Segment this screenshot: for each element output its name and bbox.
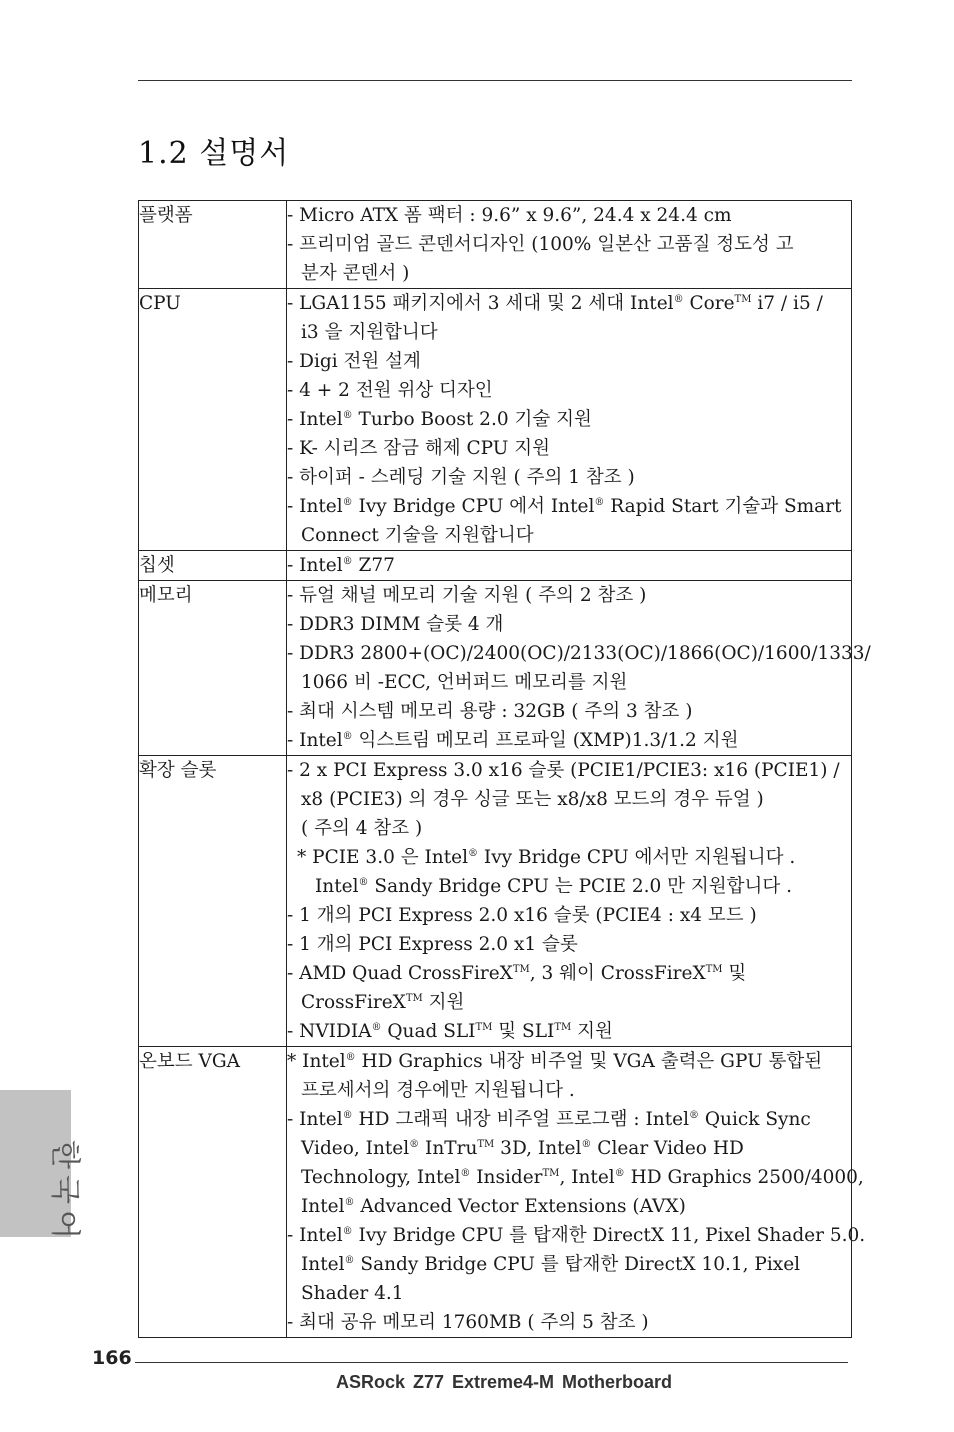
spec-line: - 듀얼 채널 메모리 기술 지원 ( 주의 2 참조 )	[287, 585, 647, 606]
spec-row	[139, 551, 852, 581]
spec-line: - Intel® Ivy Bridge CPU 를 탑재한 DirectX 11, Pixel Shader 5.0.	[287, 1225, 866, 1246]
spec-value	[287, 201, 852, 289]
footer-rule	[135, 1362, 848, 1363]
spec-value	[287, 756, 852, 1047]
spec-line: - AMD Quad CrossFireX™, 3 웨이 CrossFireX™ 및	[287, 963, 747, 984]
spec-line: Intel® Sandy Bridge CPU 를 탑재한 DirectX 10.1, Pixel	[301, 1254, 801, 1275]
spec-line: 1066 비 -ECC, 언버퍼드 메모리를 지원	[301, 672, 628, 693]
spec-line: - Digi 전원 설계	[287, 351, 421, 372]
spec-line: - K- 시리즈 잠금 해제 CPU 지원	[287, 438, 550, 459]
spec-line: - 1 개의 PCI Express 2.0 x16 슬롯 (PCIE4 : x4 모드 )	[287, 905, 757, 926]
spec-label: CPU	[139, 289, 287, 551]
spec-value	[287, 289, 852, 551]
spec-line: - Micro ATX 폼 팩터 : 9.6” x 9.6”, 24.4 x 24.4 cm	[287, 205, 732, 226]
spec-line: - 하이퍼 - 스레딩 기술 지원 ( 주의 1 참조 )	[287, 467, 635, 488]
spec-table	[138, 200, 871, 1338]
page-number: 166	[92, 1347, 132, 1369]
spec-line: - 프리미엄 골드 콘덴서디자인 (100% 일본산 고품질 정도성 고	[287, 234, 794, 255]
spec-line: - Intel® 익스트림 메모리 프로파일 (XMP)1.3/1.2 지원	[287, 730, 739, 751]
spec-line: - 최대 공유 메모리 1760MB ( 주의 5 참조 )	[287, 1312, 649, 1333]
spec-value	[287, 551, 852, 581]
spec-value	[287, 1047, 866, 1338]
spec-label: 메모리	[139, 581, 287, 756]
spec-line: Intel® Sandy Bridge CPU 는 PCIE 2.0 만 지원합니다 .	[315, 876, 793, 897]
spec-line: i3 을 지원합니다	[301, 322, 438, 343]
spec-line: Intel® Advanced Vector Extensions (AVX)	[301, 1196, 686, 1217]
spec-line: - Intel® HD 그래픽 내장 비주얼 프로그램 : Intel® Quick Sync	[287, 1109, 811, 1130]
spec-label: 확장 슬롯	[139, 756, 287, 1047]
spec-line: - DDR3 DIMM 슬롯 4 개	[287, 614, 504, 635]
spec-line: - 1 개의 PCI Express 2.0 x1 슬롯	[287, 934, 578, 955]
spec-line: - NVIDIA® Quad SLI™ 및 SLI™ 지원	[287, 1021, 613, 1042]
language-tab-label: 한국어	[47, 1140, 82, 1245]
spec-row	[139, 201, 852, 289]
spec-label: 플랫폼	[139, 201, 287, 289]
spec-label: 온보드 VGA	[139, 1047, 287, 1338]
spec-line: - LGA1155 패키지에서 3 세대 및 2 세대 Intel® Core™ i7 / i5 /	[287, 293, 823, 314]
spec-table-body	[139, 201, 871, 1338]
spec-line: x8 (PCIE3) 의 경우 싱글 또는 x8/x8 모드의 경우 듀얼 )	[301, 789, 764, 810]
spec-line: Video, Intel® InTru™ 3D, Intel® Clear Video HD	[301, 1138, 744, 1159]
spec-line: * PCIE 3.0 은 Intel® Ivy Bridge CPU 에서만 지원됩니다 .	[297, 847, 796, 868]
spec-line: 분자 콘덴서 )	[301, 263, 410, 284]
header-rule	[138, 80, 852, 81]
page-title: 1.2 설명서	[138, 136, 290, 171]
spec-line: - Intel® Turbo Boost 2.0 기술 지원	[287, 409, 592, 430]
spec-line: Connect 기술을 지원합니다	[301, 525, 534, 546]
spec-line: 프로세서의 경우에만 지원됩니다 .	[301, 1080, 575, 1101]
spec-line: CrossFireX™ 지원	[301, 992, 465, 1013]
spec-line: - Intel® Ivy Bridge CPU 에서 Intel® Rapid Start 기술과 Smart	[287, 496, 842, 517]
spec-line: - 2 x PCI Express 3.0 x16 슬롯 (PCIE1/PCIE3: x16 (PCIE1) /	[287, 760, 840, 781]
spec-value	[287, 581, 871, 756]
spec-line: * Intel® HD Graphics 내장 비주얼 및 VGA 출력은 GPU 통합된	[287, 1051, 823, 1072]
spec-line: - DDR3 2800+(OC)/2400(OC)/2133(OC)/1866(OC)/1600/1333/	[287, 643, 871, 664]
spec-row	[139, 289, 852, 551]
spec-line: - Intel® Z77	[287, 555, 395, 576]
spec-row	[139, 756, 852, 1047]
spec-line: - 최대 시스템 메모리 용량 : 32GB ( 주의 3 참조 )	[287, 701, 693, 722]
spec-row	[139, 1047, 852, 1338]
spec-label: 칩셋	[139, 551, 287, 581]
spec-line: Technology, Intel® Insider™, Intel® HD Graphics 2500/4000,	[301, 1167, 864, 1188]
spec-line: - 4 + 2 전원 위상 디자인	[287, 380, 493, 401]
spec-line: Shader 4.1	[301, 1283, 404, 1304]
language-tab	[0, 1090, 82, 1245]
footer-title: ASRock Z77 Extreme4-M Motherboard	[335, 1372, 673, 1392]
spec-row	[139, 581, 852, 756]
spec-line: ( 주의 4 참조 )	[301, 818, 423, 839]
